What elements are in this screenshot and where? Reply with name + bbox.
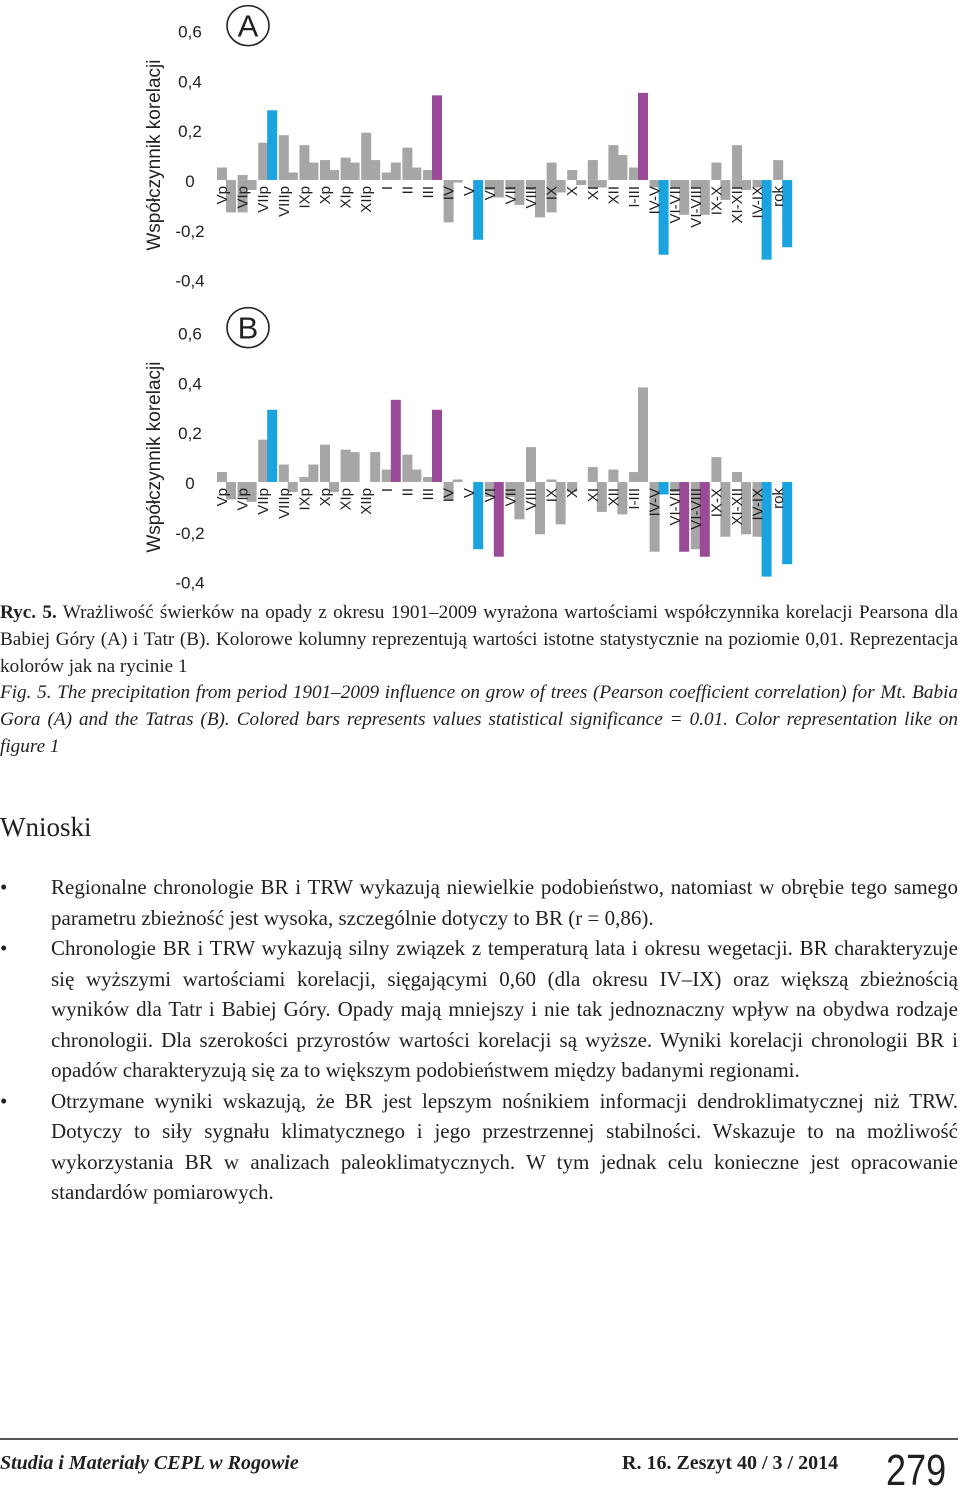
- bar-grey: [588, 467, 598, 482]
- bar-grey: [238, 175, 248, 180]
- category-label: VIIp: [255, 186, 273, 213]
- category-label: XI: [584, 488, 602, 503]
- bar-grey: [629, 168, 639, 180]
- category-label: XI-XII: [729, 488, 746, 526]
- bar-grey: [608, 470, 618, 482]
- bullet-mark: •: [0, 936, 8, 960]
- bar-main: [267, 110, 277, 180]
- bar-main: [370, 160, 380, 180]
- bar-main: [267, 410, 277, 482]
- category-label: VIII: [523, 186, 540, 209]
- bar-grey: [711, 457, 721, 482]
- bar-main: [432, 410, 442, 482]
- category-label: V: [461, 186, 479, 197]
- category-label: VIIIp: [275, 186, 293, 217]
- category-label: IXp: [296, 186, 314, 209]
- bar-grey: [732, 145, 742, 180]
- bar-main: [350, 163, 360, 180]
- category-label: II: [399, 186, 417, 195]
- y-tick-label: 0: [185, 172, 195, 191]
- category-label: I-III: [626, 186, 643, 208]
- bar-grey: [423, 477, 433, 482]
- conclusion-item: [0, 872, 958, 933]
- y-tick-label: 0,2: [178, 424, 202, 444]
- category-label: VI: [481, 186, 499, 201]
- category-label: Xp: [317, 186, 334, 205]
- bar-grey: [382, 173, 392, 180]
- footer-issue: R. 16. Zeszyt 40 / 3 / 2014: [622, 1452, 839, 1474]
- category-label: VI: [481, 488, 499, 503]
- conclusion-item: [0, 1086, 958, 1208]
- category-label: III: [420, 488, 437, 501]
- bar-main: [308, 163, 318, 180]
- y-tick-label: 0,6: [178, 324, 202, 344]
- y-tick-label: 0,6: [178, 22, 202, 42]
- bar-grey: [629, 472, 639, 482]
- category-label: V: [461, 488, 479, 499]
- caption-polish-text: Wrażliwość świerków na opady z okresu 1901–2009 wyrażona wartościami współczynnika korelacji Pearsona dla Babiej Góry (A) i Tatr (B). Kolorowe kolumny reprezentują wartości istotne statystycznie na poziomie 0,01. Reprezentacja kolorów jak na rycinie 1: [0, 602, 959, 677]
- bar-grey: [217, 168, 227, 180]
- footer-rule: [0, 1438, 958, 1440]
- category-label: VI-VII: [667, 488, 685, 526]
- y-tick-label: 0,4: [178, 72, 202, 92]
- figure-5: [0, 0, 960, 600]
- category-label: VIp: [234, 186, 252, 209]
- category-label: I: [378, 186, 396, 191]
- category-label: XIIp: [358, 488, 376, 515]
- category-label: VI-VII: [667, 186, 685, 224]
- y-axis-label: Współczynnik korelacji: [144, 59, 165, 251]
- page-number: 279: [886, 1446, 947, 1495]
- category-label: VI-VIII: [687, 186, 705, 228]
- conclusion-text: Otrzymane wyniki wskazują, że BR jest lepszym nośnikiem informacji dendroklimatycznej niż TRW. Dotyczy to siły sygnału klimatycznego i jego przestrzennej stabilności. Wskazuje to na możliwość wykorzystania BR w analizach paleoklimatycznych. W tym jednak celu konieczne jest opracowanie standardów pomiarowych.: [51, 1088, 958, 1204]
- bar-grey: [402, 455, 412, 482]
- section-title: Wnioski: [0, 812, 92, 842]
- chart-panel-b: [144, 308, 808, 593]
- y-tick-label: 0,2: [178, 122, 202, 142]
- panel-letter: B: [237, 310, 259, 346]
- category-label: IV: [440, 488, 458, 503]
- bar-grey: [320, 445, 330, 482]
- y-axis-label: Współczynnik korelacji: [144, 361, 165, 553]
- bar-grey: [567, 170, 577, 180]
- bar-grey: [279, 465, 289, 482]
- bar-main: [617, 155, 627, 180]
- category-label: XI-XII: [729, 186, 746, 224]
- category-label: VII: [502, 488, 520, 507]
- bar-grey: [217, 472, 227, 482]
- category-label: XII: [605, 186, 623, 205]
- bar-grey: [320, 160, 330, 180]
- category-label: XIp: [337, 488, 355, 511]
- category-label: Xp: [317, 488, 334, 507]
- y-tick-label: -0,2: [175, 523, 205, 543]
- caption-polish-label: Ryc. 5.: [0, 602, 57, 623]
- category-label: VIII: [523, 488, 540, 511]
- panel-letter: A: [237, 8, 259, 44]
- category-label: IXp: [296, 488, 314, 511]
- category-label: IX: [543, 488, 561, 503]
- bar-grey: [402, 148, 412, 180]
- bar-main: [638, 93, 648, 180]
- category-label: III: [420, 186, 437, 199]
- bar-main: [453, 480, 463, 482]
- bar-main: [411, 470, 421, 482]
- y-tick-label: -0,2: [175, 221, 205, 241]
- bar-grey: [382, 470, 392, 482]
- bar-main: [288, 173, 298, 180]
- bar-grey: [279, 135, 289, 180]
- category-label: I: [378, 488, 396, 493]
- category-label: IV: [440, 186, 458, 201]
- bullet-mark: •: [0, 1088, 8, 1113]
- category-label: XII: [605, 488, 623, 507]
- category-label: rok: [770, 488, 788, 509]
- bar-grey: [526, 447, 536, 482]
- bar-grey: [299, 145, 309, 180]
- conclusion-text: Regionalne chronologie BR i TRW wykazują niewielkie podobieństwo, natomiast w obrębie tego samego parametru zbieżność jest wysoka, szczególnie dotyczy to BR (r = 0,86).: [51, 875, 958, 930]
- bar-grey: [258, 143, 268, 180]
- category-label: XI: [584, 186, 602, 201]
- category-label: XIIp: [358, 186, 376, 213]
- bar-main: [638, 387, 648, 482]
- bar-grey: [547, 163, 557, 180]
- bar-main: [391, 163, 401, 180]
- category-label: VIp: [234, 488, 252, 511]
- bar-grey: [732, 472, 742, 482]
- bar-main: [432, 95, 442, 180]
- category-label: rok: [770, 186, 788, 207]
- bar-main: [350, 452, 360, 482]
- bar-main: [411, 168, 421, 180]
- conclusion-text: Chronologie BR i TRW wykazują silny związek z temperaturą lata i okresu wegetacji. BR charakteryzuje się wyższymi wartościami korelacji, sięgającymi 0,60 (dla okresu IV–IX) oraz większą zbieżnością wyników dla Tatr i Babiej Góry. Opady mają mniejszy i nie tak jednoznaczny wpływ na obydwa rodzaje chronologii. Dla szerokości przyrostów wartości korelacji są wyższe. Wyniki korelacji chronologii BR i opadów charakteryzują się za to większym podobieństwem między badanymi regionami.: [51, 936, 958, 1082]
- bar-grey: [299, 477, 309, 482]
- category-label: VII: [502, 186, 520, 205]
- bullet-mark: •: [0, 875, 8, 899]
- category-label: II: [399, 488, 417, 497]
- bar-main: [391, 400, 401, 482]
- category-label: VI-VIII: [687, 488, 705, 530]
- category-label: VIIIp: [275, 488, 293, 519]
- bar-main: [308, 465, 318, 482]
- bar-grey: [361, 133, 371, 180]
- bar-grey: [773, 160, 783, 180]
- footer-journal: Studia i Materiały CEPL w Rogowie: [0, 1452, 299, 1474]
- bar-grey: [258, 440, 268, 482]
- category-label: IX: [543, 186, 561, 201]
- category-label: VIIp: [255, 488, 273, 515]
- bar-grey: [341, 450, 351, 482]
- category-label: IX-X: [708, 186, 726, 216]
- category-label: IV-V: [646, 186, 664, 215]
- category-label: XIp: [337, 186, 355, 209]
- y-tick-label: 0: [185, 474, 195, 493]
- conclusion-item: [0, 933, 958, 1086]
- category-label: IV-IX: [749, 488, 767, 521]
- category-label: IV-V: [646, 488, 664, 517]
- category-label: I-III: [626, 488, 643, 510]
- caption-english: Fig. 5. The precipitation from period 1901–2009 influence on grow of trees (Pearson coefficient correlation) for Mt. Babia Gora (A) and the Tatras (B). Colored bars represents values statistical significance = 0.01. Color representation like on figure 1: [0, 682, 958, 757]
- bar-main: [453, 180, 463, 182]
- category-label: IX-X: [708, 488, 726, 518]
- figure-caption: [0, 600, 958, 761]
- bar-grey: [588, 160, 598, 180]
- figure-5-charts: [0, 0, 960, 600]
- chart-panel-a: [144, 6, 808, 291]
- bar-main: [370, 452, 380, 482]
- bar-main: [576, 180, 586, 185]
- category-label: X: [564, 488, 582, 499]
- category-label: Vp: [214, 488, 231, 507]
- bar-grey: [423, 170, 433, 180]
- y-tick-label: -0,4: [175, 271, 205, 291]
- category-label: X: [564, 186, 582, 197]
- conclusions-list: [0, 872, 958, 1208]
- y-tick-label: -0,4: [175, 573, 205, 593]
- bar-main: [329, 170, 339, 180]
- category-label: IV-IX: [749, 186, 767, 219]
- bar-grey: [711, 163, 721, 180]
- category-label: Vp: [214, 186, 231, 205]
- bar-grey: [547, 480, 557, 482]
- caption-polish: [0, 600, 958, 680]
- bar-grey: [608, 145, 618, 180]
- bar-grey: [341, 158, 351, 180]
- y-tick-label: 0,4: [178, 374, 202, 394]
